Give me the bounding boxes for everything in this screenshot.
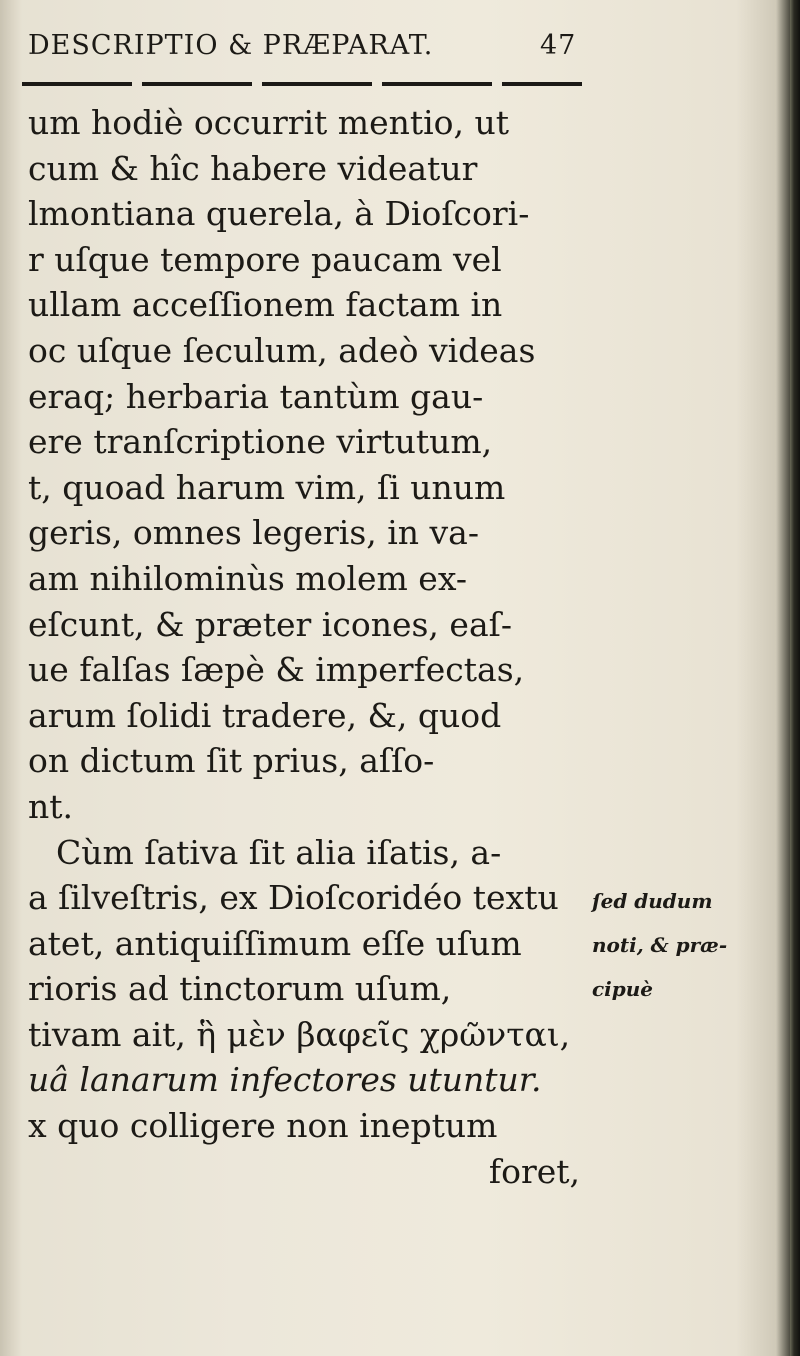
text-line: nt. [28, 786, 74, 826]
text-line: ullam acceſſionem factam in [28, 285, 503, 325]
text-line: eraq; herbaria tantùm gau- [28, 376, 484, 416]
text-line: foret, [488, 1151, 580, 1191]
running-title: DESCRIPTIO & PRÆPARAT. [28, 30, 434, 61]
marginal-note-line: cipuè [592, 977, 654, 1001]
text-line: ere tranſcriptione virtutum, [28, 422, 493, 462]
text-line: cum & hîc habere videatur [28, 148, 478, 188]
text-line: Cùm ſativa ſit alia iſatis, a- [56, 832, 502, 872]
text-line: arum ſolidi tradere, &, quod [28, 695, 502, 735]
text-line: lmontiana querela, à Dioſcori- [28, 194, 530, 234]
text-line: am nihilominùs molem ex- [28, 558, 468, 598]
text-line: um hodiè occurrit mentio, ut [28, 103, 510, 142]
text-line: geris, omnes legeris, in va- [28, 513, 480, 553]
text-line: rioris ad tinctorum uſum, [28, 969, 452, 1009]
text-line: r uſque tempore paucam vel [28, 239, 502, 279]
text-line: eſcunt, & præter icones, eaſ- [28, 604, 512, 644]
text-line: t, quoad harum vim, ſi unum [28, 467, 506, 507]
text-line: uâ lanarum infectores utuntur. [28, 1060, 542, 1100]
page-gutter-shadow [0, 0, 22, 1356]
text-line: on dictum ſit prius, aſſo- [28, 741, 435, 781]
page-edge [790, 0, 800, 1356]
page-number: 47 [540, 30, 577, 61]
header-rule [22, 82, 582, 86]
text-line: oc uſque ſeculum, adeò videas [28, 330, 536, 370]
text-line: tivam ait, ἣ μὲν βαφεῖς χρῶνται, [28, 1014, 571, 1054]
text-line: a ſilveſtris, ex Dioſcoridéo textu [28, 878, 559, 918]
text-line: x quo colligere non ineptum [28, 1106, 498, 1146]
marginal-note [592, 879, 727, 1011]
text-line: atet, antiquiſſimum eſſe uſum [28, 923, 522, 963]
body-text [28, 100, 588, 1194]
marginal-note-line: noti, & præ- [592, 933, 728, 957]
running-header [28, 30, 588, 70]
marginal-note-line: ſed dudum [592, 889, 713, 913]
text-line: ue falſas ſæpè & imperfectas, [28, 650, 525, 690]
